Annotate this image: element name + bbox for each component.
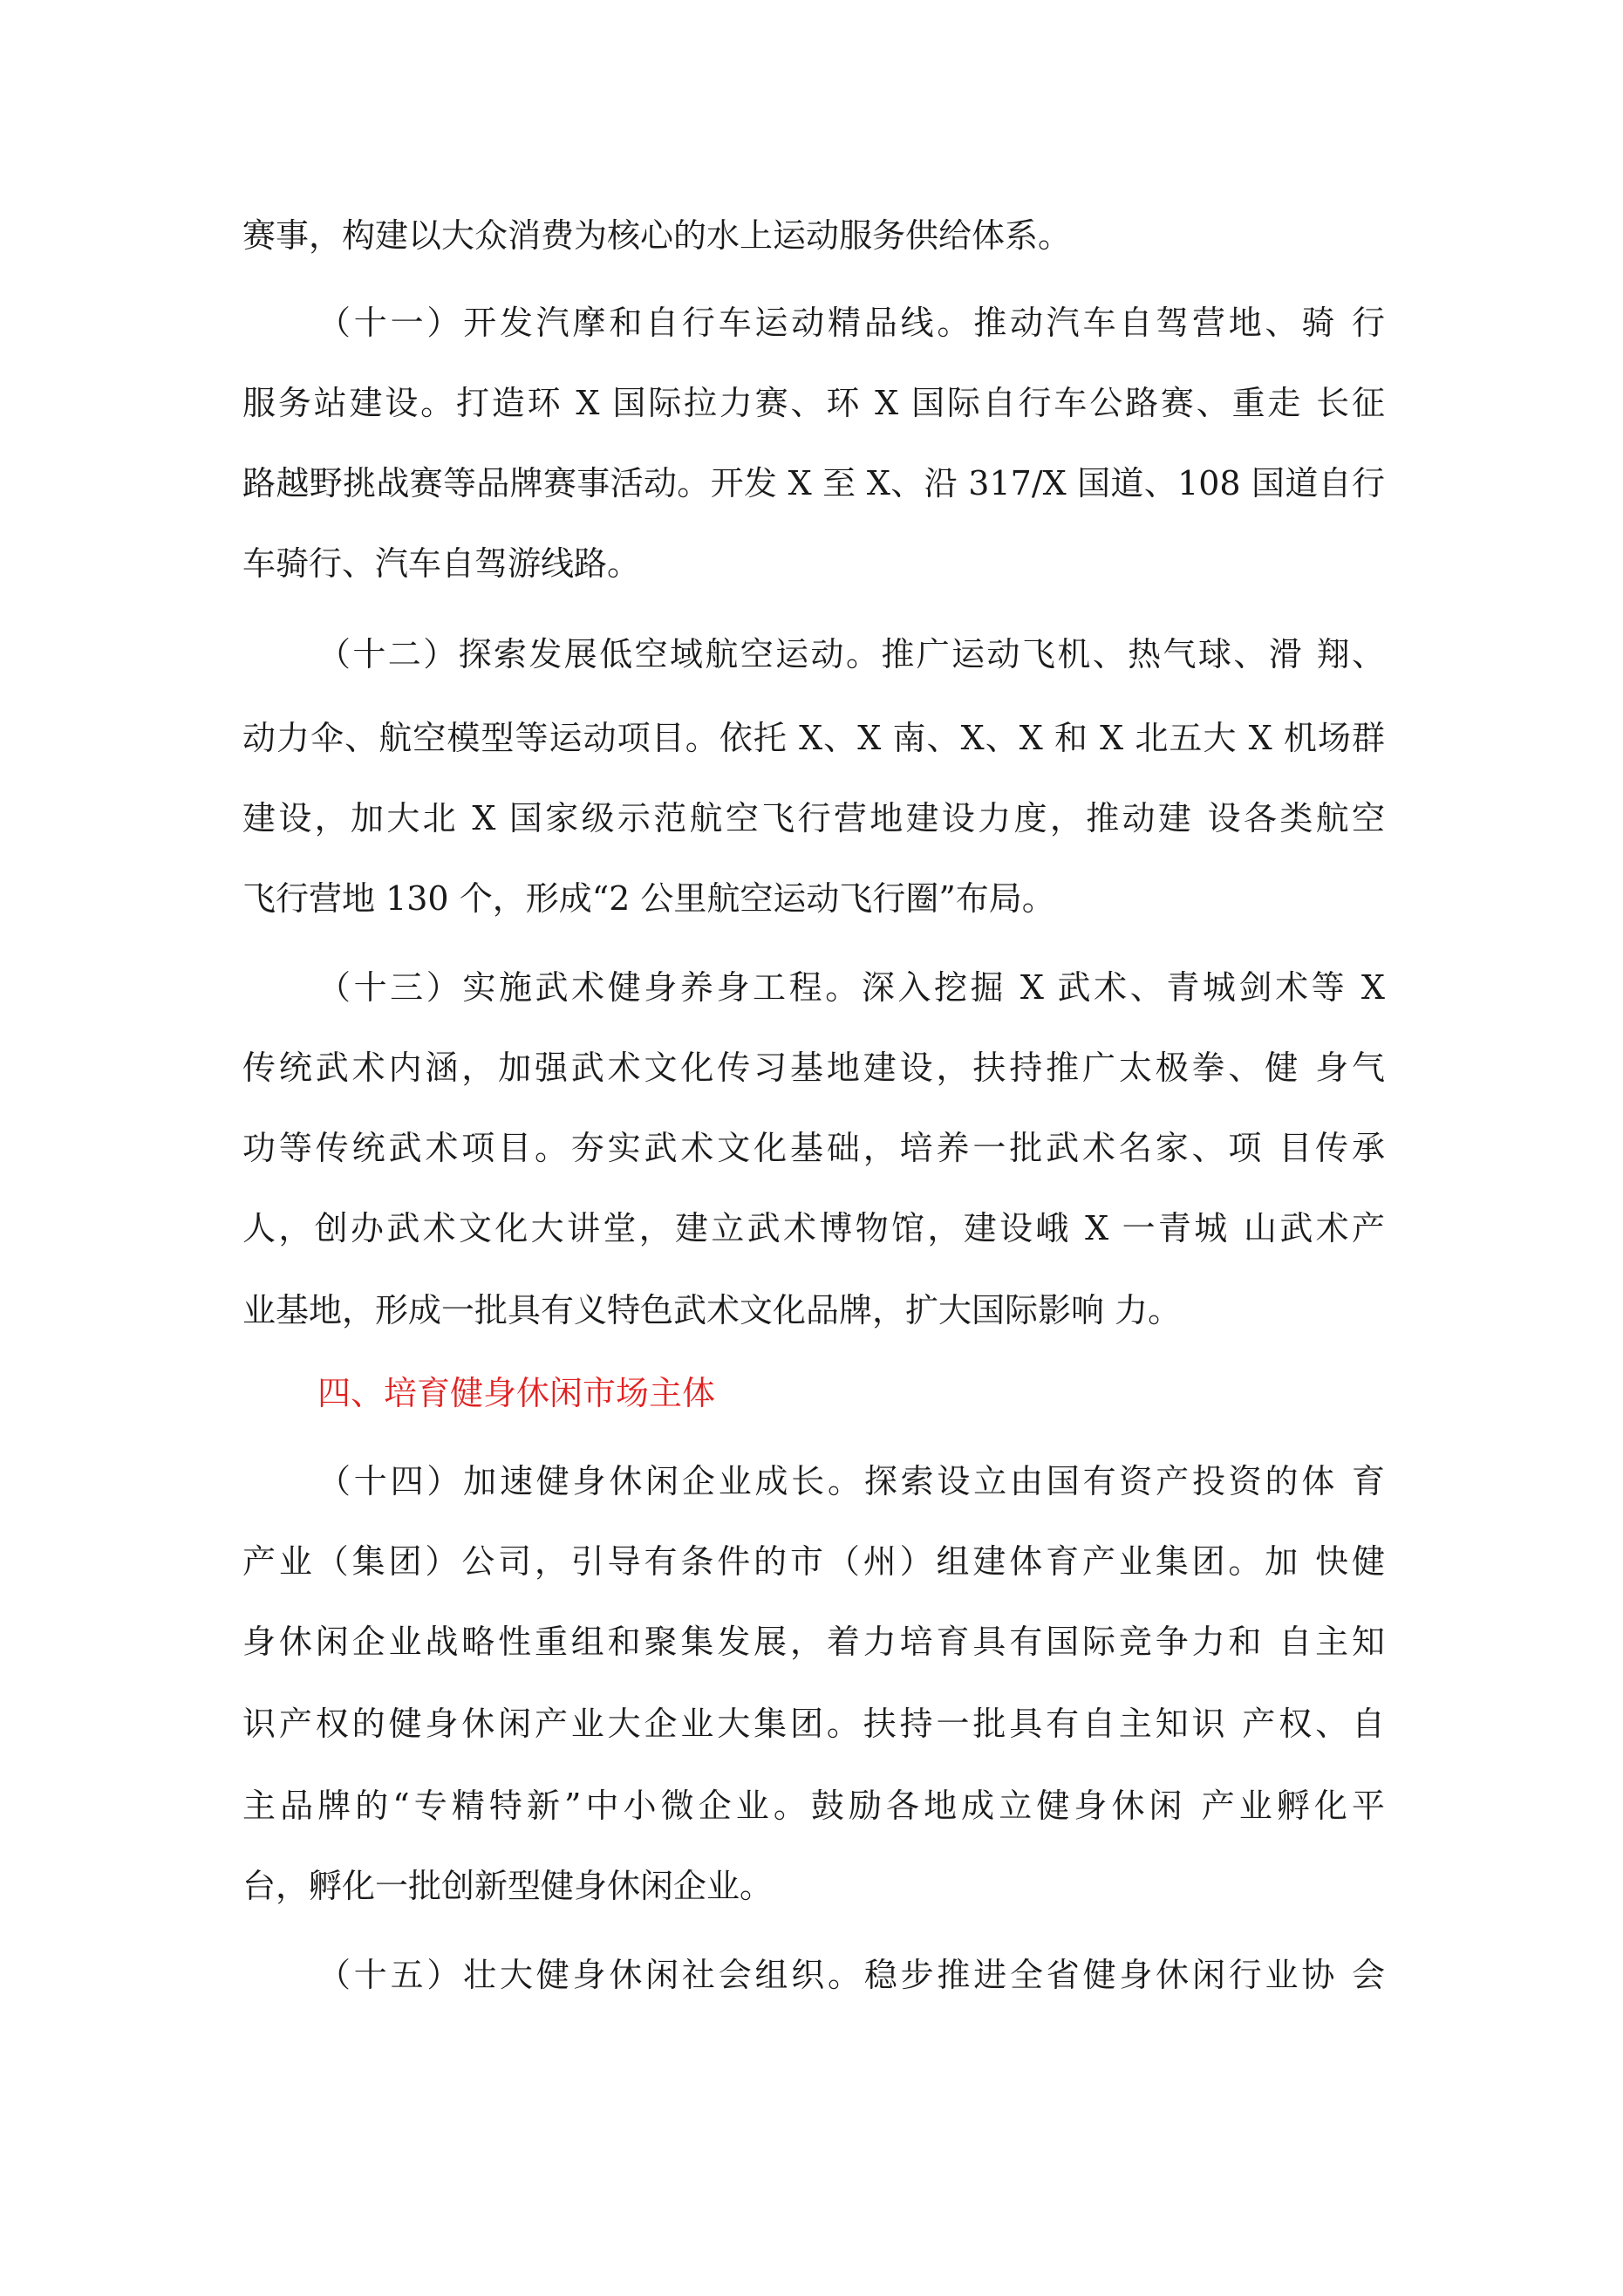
- section-heading: 四、培育健身休闲市场主体: [317, 1374, 716, 1412]
- paragraph-line: （十三）实施武术健身养身工程。深入挖掘 X 武术、青城剑术等 X: [317, 968, 1385, 1007]
- paragraph-line: 识产权的健身休闲产业大企业大集团。扶持一批具有自主知识 产权、自: [242, 1705, 1385, 1743]
- paragraph-line: 业基地，形成一批具有义特色武术文化品牌，扩大国际影响 力。: [242, 1291, 1182, 1329]
- paragraph-line: 传统武术内涵，加强武术文化传习基地建设，扶持推广太极拳、健 身气: [242, 1049, 1385, 1087]
- paragraph-line: （十四）加速健身休闲企业成长。探索设立由国有资产投资的体 育: [317, 1462, 1385, 1500]
- paragraph-line: （十一）开发汽摩和自行车运动精品线。推动汽车自驾营地、骑 行: [317, 304, 1385, 342]
- paragraph-line: 身休闲企业战略性重组和聚集发展，着力培育具有国际竞争力和 自主知: [242, 1623, 1385, 1661]
- paragraph-line: 产业（集团）公司，引导有条件的市（州）组建体育产业集团。加 快健: [242, 1542, 1385, 1581]
- paragraph-line: 赛事，构建以大众消费为核心的水上运动服务供给体系。: [242, 216, 1072, 255]
- paragraph-line: 路越野挑战赛等品牌赛事活动。开发 X 至 X、沿 317/X 国道、108 国道自行: [242, 464, 1385, 502]
- paragraph-line: 主品牌的“专精特新”中小微企业。鼓励各地成立健身休闲 产业孵化平: [242, 1787, 1385, 1825]
- paragraph-line: 动力伞、航空模型等运动项目。依托 X、X 南、X、X 和 X 北五大 X 机场群: [242, 719, 1385, 757]
- paragraph-line: 建设，加大北 X 国家级示范航空飞行营地建设力度，推动建 设各类航空: [242, 799, 1385, 837]
- paragraph-line: 功等传统武术项目。夯实武术文化基础，培养一批武术名家、项 目传承: [242, 1129, 1385, 1167]
- paragraph-line: 人，创办武术文化大讲堂，建立武术博物馆，建设峨 X 一青城 山武术产: [242, 1209, 1385, 1247]
- paragraph-line: （十二）探索发展低空域航空运动。推广运动飞机、热气球、滑 翔、: [317, 635, 1385, 673]
- paragraph-line: 服务站建设。打造环 X 国际拉力赛、环 X 国际自行车公路赛、重走 长征: [242, 384, 1385, 422]
- paragraph-line: （十五）壮大健身休闲社会组织。稳步推进全省健身休闲行业协 会: [317, 1956, 1385, 1994]
- paragraph-line: 飞行营地 130 个，形成“2 公里航空运动飞行圈”布局。: [242, 879, 1055, 918]
- paragraph-line: 台，孵化一批创新型健身休闲企业。: [242, 1867, 774, 1905]
- paragraph-line: 车骑行、汽车自驾游线路。: [242, 544, 641, 583]
